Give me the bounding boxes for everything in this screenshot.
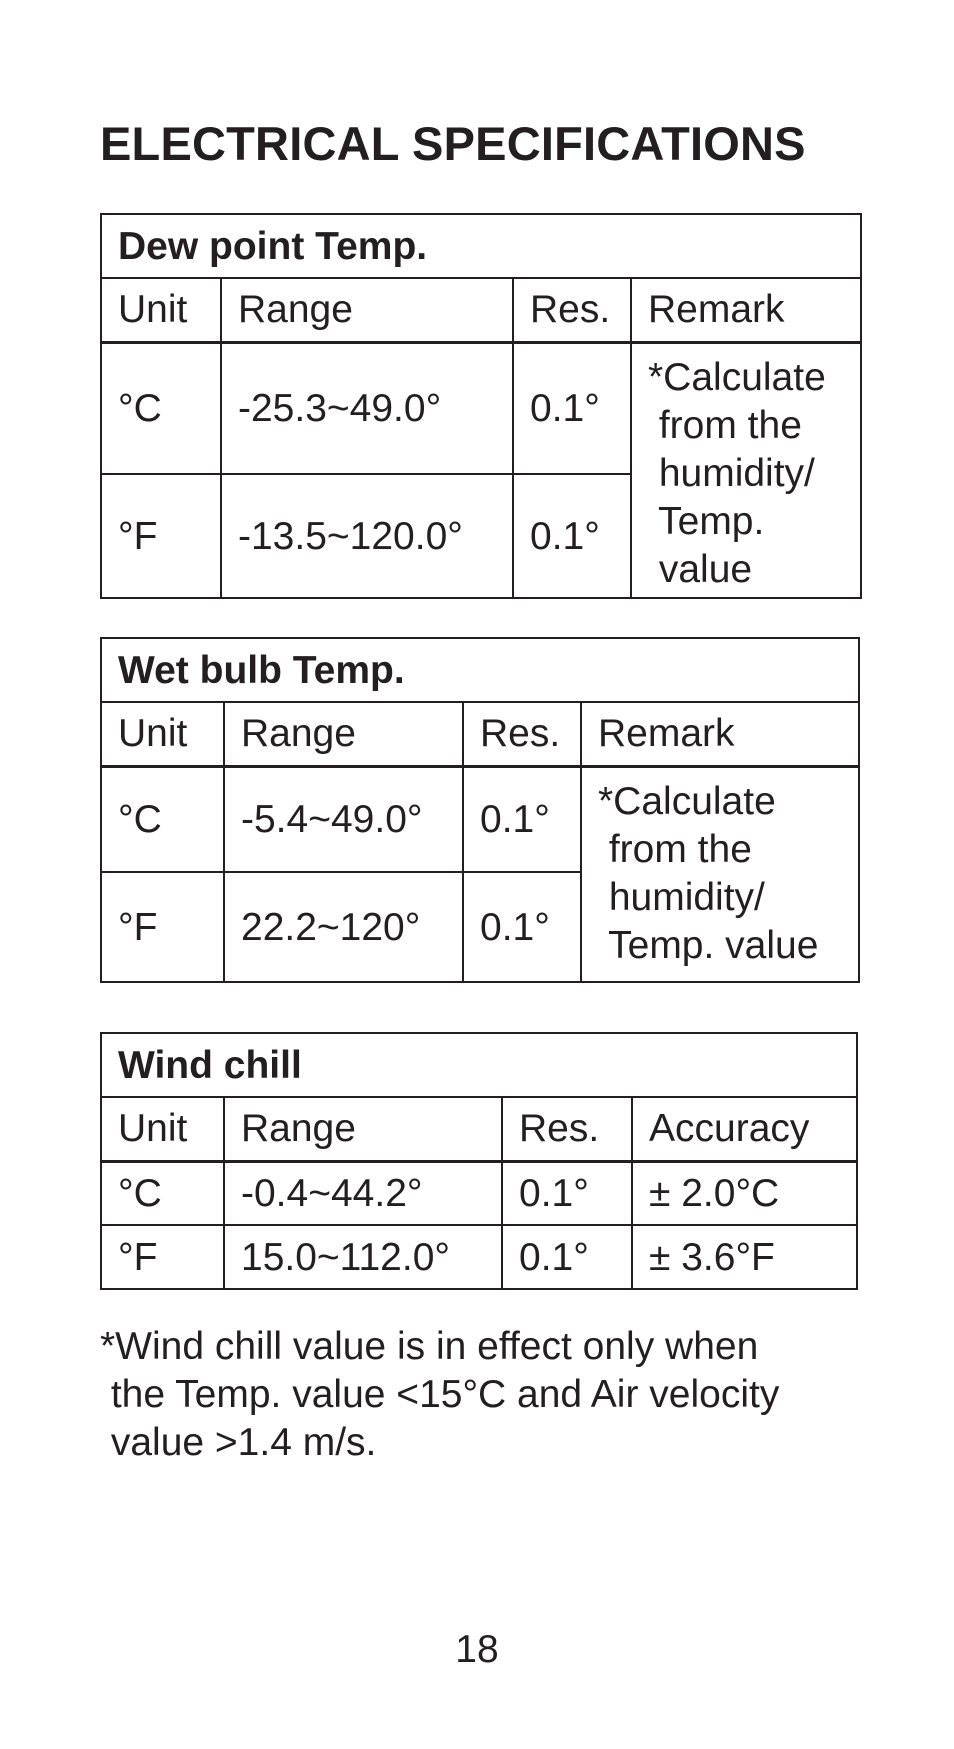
wind-chill-table: [100, 1032, 858, 1290]
range-cell: -13.5~120.0°: [221, 474, 513, 598]
column-header-accuracy: Accuracy: [632, 1097, 857, 1161]
table-title: Wet bulb Temp.: [101, 638, 859, 702]
resolution-cell: 0.1°: [513, 342, 631, 474]
resolution-cell: 0.1°: [502, 1225, 632, 1289]
resolution-cell: 0.1°: [502, 1161, 632, 1225]
column-header-remark: Remark: [631, 278, 861, 342]
column-header-remark: Remark: [581, 702, 859, 766]
unit-cell: °C: [101, 766, 224, 872]
table-row: [101, 1225, 857, 1289]
range-cell: -5.4~49.0°: [224, 766, 463, 872]
table-title: Dew point Temp.: [101, 214, 861, 278]
unit-cell: °F: [101, 474, 221, 598]
column-header-range: Range: [224, 702, 463, 766]
range-cell: -25.3~49.0°: [221, 342, 513, 474]
accuracy-cell: ± 3.6°F: [632, 1225, 857, 1289]
column-header-res: Res.: [513, 278, 631, 342]
column-header-res: Res.: [463, 702, 581, 766]
remark-text: *Calculate from the humidity/ Temp. value: [648, 355, 826, 591]
range-cell: 22.2~120°: [224, 872, 463, 982]
range-cell: -0.4~44.2°: [224, 1161, 502, 1225]
table-row: [101, 1161, 857, 1225]
unit-cell: °F: [101, 872, 224, 982]
wind-chill-footnote: *Wind chill value is in effect only when the Temp. value <15°C and Air velocity value >1.4 m/s.: [100, 1325, 780, 1464]
column-header-unit: Unit: [101, 278, 221, 342]
remark-text: *Calculate from the humidity/ Temp. value: [598, 779, 819, 967]
unit-cell: °F: [101, 1225, 224, 1289]
wet-bulb-table: [100, 637, 860, 983]
range-cell: 15.0~112.0°: [224, 1225, 502, 1289]
table-row: [101, 766, 859, 872]
resolution-cell: 0.1°: [463, 766, 581, 872]
remark-cell: [631, 342, 861, 598]
accuracy-cell: ± 2.0°C: [632, 1161, 857, 1225]
resolution-cell: 0.1°: [513, 474, 631, 598]
unit-cell: °C: [101, 1161, 224, 1225]
table-row: [101, 342, 861, 474]
column-header-range: Range: [224, 1097, 502, 1161]
resolution-cell: 0.1°: [463, 872, 581, 982]
column-header-range: Range: [221, 278, 513, 342]
column-header-unit: Unit: [101, 1097, 224, 1161]
column-header-unit: Unit: [101, 702, 224, 766]
remark-cell: [581, 766, 859, 982]
page-title: ELECTRICAL SPECIFICATIONS: [100, 117, 806, 170]
unit-cell: °C: [101, 342, 221, 474]
table-title: Wind chill: [101, 1033, 857, 1097]
dew-point-table: [100, 213, 862, 599]
column-header-res: Res.: [502, 1097, 632, 1161]
page-number: 18: [455, 1628, 499, 1671]
